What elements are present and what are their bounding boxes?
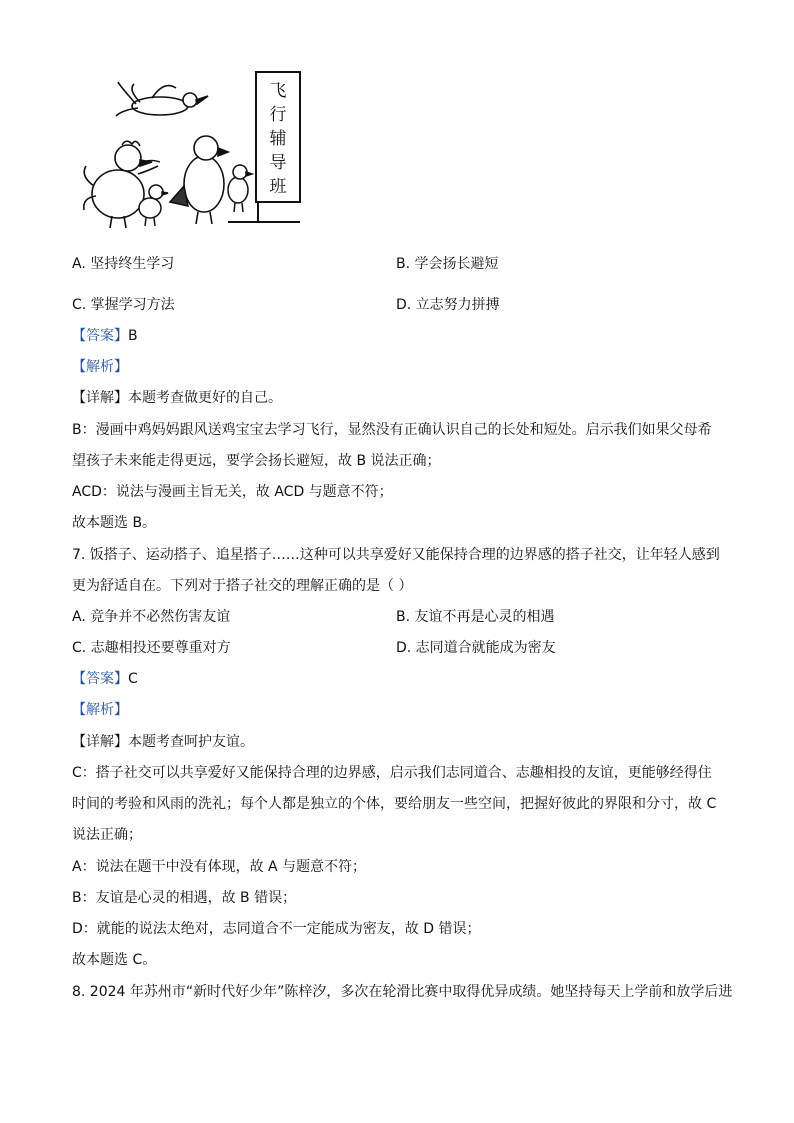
q7-explanation-line: C：搭子社交可以共享爱好又能保持合理的边界感，启示我们志同道合、志趣相投的友谊，更能够经得住	[72, 765, 712, 781]
q7-explanation-line: B：友谊是心灵的相遇，故 B 错误；	[72, 890, 297, 906]
bird-icon	[170, 136, 228, 224]
q7-option-d: D. 志同道合就能成为密友	[396, 640, 556, 656]
detail-text: 本题考查呵护友谊。	[128, 734, 254, 750]
answer-value: C	[128, 671, 138, 687]
small-bird-icon	[228, 165, 252, 212]
q7-answer	[72, 669, 138, 689]
q7-option-c: C. 志趣相投还要尊重对方	[72, 640, 231, 656]
q7-stem: 更为舒适自在。下列对于搭子社交的理解正确的是（ ）	[72, 578, 413, 594]
q6-conclusion: 故本题选 B。	[72, 515, 157, 531]
q6-explanation-line: ACD：说法与漫画主旨无关，故 ACD 与题意不符；	[72, 484, 393, 500]
detail-text: 本题考查做更好的自己。	[128, 390, 282, 406]
q7-detail	[72, 732, 254, 752]
analysis-tag: 【解析】	[72, 359, 128, 375]
q7-explanation-line: 说法正确；	[72, 827, 142, 843]
detail-tag: 【详解】	[72, 390, 128, 406]
answer-tag: 【答案】	[72, 671, 128, 687]
q6-detail	[72, 388, 282, 408]
q7-conclusion: 故本题选 C。	[72, 952, 157, 968]
q6-option-b: B. 学会扬长避短	[396, 256, 499, 272]
q7-explanation-line: A：说法在题干中没有体现，故 A 与题意不符；	[72, 859, 367, 875]
q6-explanation-line: 望孩子未来能走得更远，要学会扬长避短，故 B 说法正确；	[72, 453, 441, 469]
sign-char-4: 导	[269, 153, 287, 173]
analysis-tag: 【解析】	[72, 702, 128, 718]
q7-option-b: B. 友谊不再是心灵的相遇	[396, 609, 555, 625]
q8-stem: 8. 2024 年苏州市“新时代好少年”陈梓汐，多次在轮滑比赛中取得优异成绩。她坚持每天上学前和放学后进	[72, 984, 733, 1000]
answer-value: B	[128, 328, 138, 344]
sign-char-1: 飞	[269, 81, 287, 101]
sign-char-3: 辅	[269, 129, 287, 149]
q6-analysis	[72, 357, 128, 377]
q6-option-d: D. 立志努力拼搏	[396, 297, 500, 313]
cartoon-illustration	[78, 66, 310, 246]
sign-char-2: 行	[269, 105, 287, 125]
q7-analysis	[72, 700, 128, 720]
answer-tag: 【答案】	[72, 328, 128, 344]
q6-option-a: A. 坚持终生学习	[72, 256, 175, 272]
q7-explanation-line: D：就能的说法太绝对，志同道合不一定能成为密友，故 D 错误；	[72, 921, 481, 937]
q6-option-c: C. 掌握学习方法	[72, 297, 175, 313]
sign-char-5: 班	[269, 177, 287, 197]
flying-bird-icon	[116, 82, 208, 116]
q6-answer	[72, 326, 138, 346]
detail-tag: 【详解】	[72, 734, 128, 750]
q7-stem: 7. 饭搭子、运动搭子、追星搭子……这种可以共享爱好又能保持合理的边界感的搭子社交，让年轻人感到	[72, 547, 720, 563]
q6-explanation-line: B：漫画中鸡妈妈跟风送鸡宝宝去学习飞行，显然没有正确认识自己的长处和短处。启示我们如果父母希	[72, 422, 712, 438]
q7-explanation-line: 时间的考验和风雨的洗礼；每个人都是独立的个体，要给朋友一些空间，把握好彼此的界限和分寸，故 C	[72, 796, 717, 812]
q7-option-a: A. 竞争并不必然伤害友谊	[72, 609, 231, 625]
